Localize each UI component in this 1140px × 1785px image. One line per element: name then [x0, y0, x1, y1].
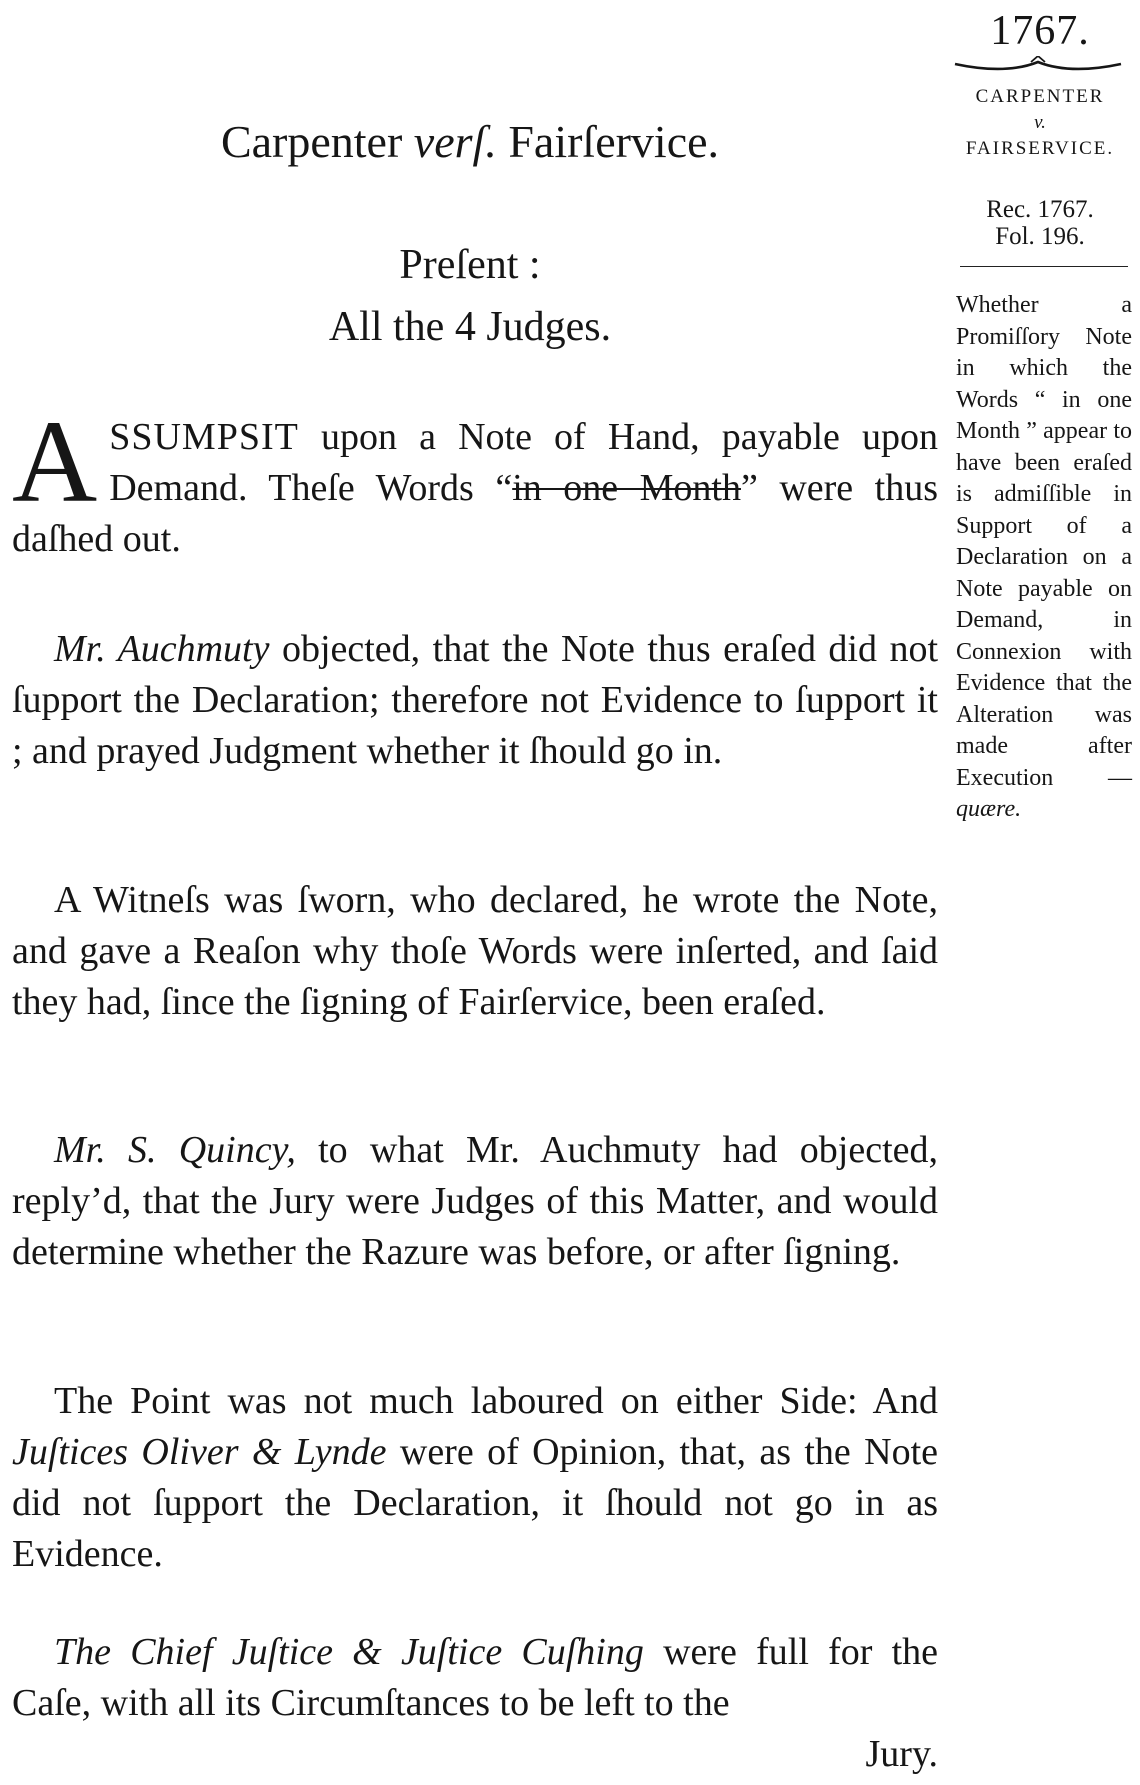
title-defendant: Fairſervice. [508, 116, 720, 167]
margin-note-query: quære. [956, 796, 1022, 822]
present-label: Preſent : [399, 242, 541, 288]
p3-text: A Witneſs was ſworn, who declared, he wrote the Note, and gave a Reaſon why thoſe Words were inſerted, and ſaid they had, ſince the ſigning of Fairſervice, been eraſed. [12, 879, 938, 1023]
margin-divider [960, 266, 1128, 267]
drop-cap: A [12, 396, 98, 527]
judges-line: All the 4 Judges. [328, 304, 612, 350]
paragraph-chief-justice [12, 1627, 938, 1780]
flourish-ornament [953, 56, 1123, 76]
assumpsit-word: SSUMPSIT [109, 416, 299, 458]
title-versus: verſ. [413, 116, 497, 167]
record-folio: Fol. 196. [995, 223, 1085, 250]
title-plaintiff: Carpenter [220, 116, 403, 167]
p1-text-b: ” were thus daſhed out. [12, 467, 938, 560]
margin-note [956, 290, 1132, 826]
case-title [0, 114, 940, 170]
margin-case-name [950, 84, 1130, 162]
speaker-quincy: Mr. S. Quincy, [54, 1129, 296, 1171]
justices-oliver-lynde: Juſtices Oliver & Lynde [12, 1431, 387, 1473]
paragraph-witness [12, 875, 938, 1028]
p6-text: were full for the Caſe, with all its Circumſtances to be left to the [12, 1631, 938, 1724]
paragraph-reply [12, 1125, 938, 1278]
speaker-auchmuty: Mr. Auchmuty [54, 628, 270, 670]
p1-text-a: upon a Note of Hand, payable upon Demand. Theſe Words “ [109, 416, 939, 509]
paragraph-objection [12, 624, 938, 777]
present-judges [0, 234, 940, 358]
p2-text: objected, that the Note thus eraſed did not ſupport the Declaration; therefore not Evidence to ſupport it ; and prayed Judgment whether it ſhould go in. [12, 628, 939, 772]
margin-defendant: FAIRSERVICE. [965, 138, 1115, 159]
p4-text: to what Mr. Auchmuty had objected, reply’d, that the Jury were Judges of this Matter, and would determine whether the Razure was before, or after ſigning. [12, 1129, 938, 1273]
p6-last-word: Jury. [865, 1733, 938, 1775]
margin-versus: v. [1034, 112, 1046, 133]
paragraph-assumpsit [12, 396, 939, 565]
p5-text-a: The Point was not much laboured on either Side: And [54, 1380, 938, 1422]
chief-justice-cushing: The Chief Juſtice & Juſtice Cuſhing [54, 1631, 644, 1673]
p5-text-b: were of Opinion, that, as the Note did not ſupport the Declaration, it ſhould not go in as Evidence. [12, 1431, 938, 1575]
margin-note-text: Whether a Promiſſory Note in which the Words “ in one Month ” appear to have been eraſed is admiſſible in Support of a Declaration on a Note payable on Demand, in Connexion with Evidence that the Alteration was made after Execution — [956, 292, 1132, 791]
year-heading: 1767. [990, 8, 1090, 54]
struck-words: in one Month [512, 467, 741, 509]
paragraph-opinion [12, 1376, 938, 1580]
margin-plaintiff: CARPENTER [975, 86, 1105, 107]
record-reference [950, 196, 1130, 250]
record-year: Rec. 1767. [986, 196, 1094, 223]
